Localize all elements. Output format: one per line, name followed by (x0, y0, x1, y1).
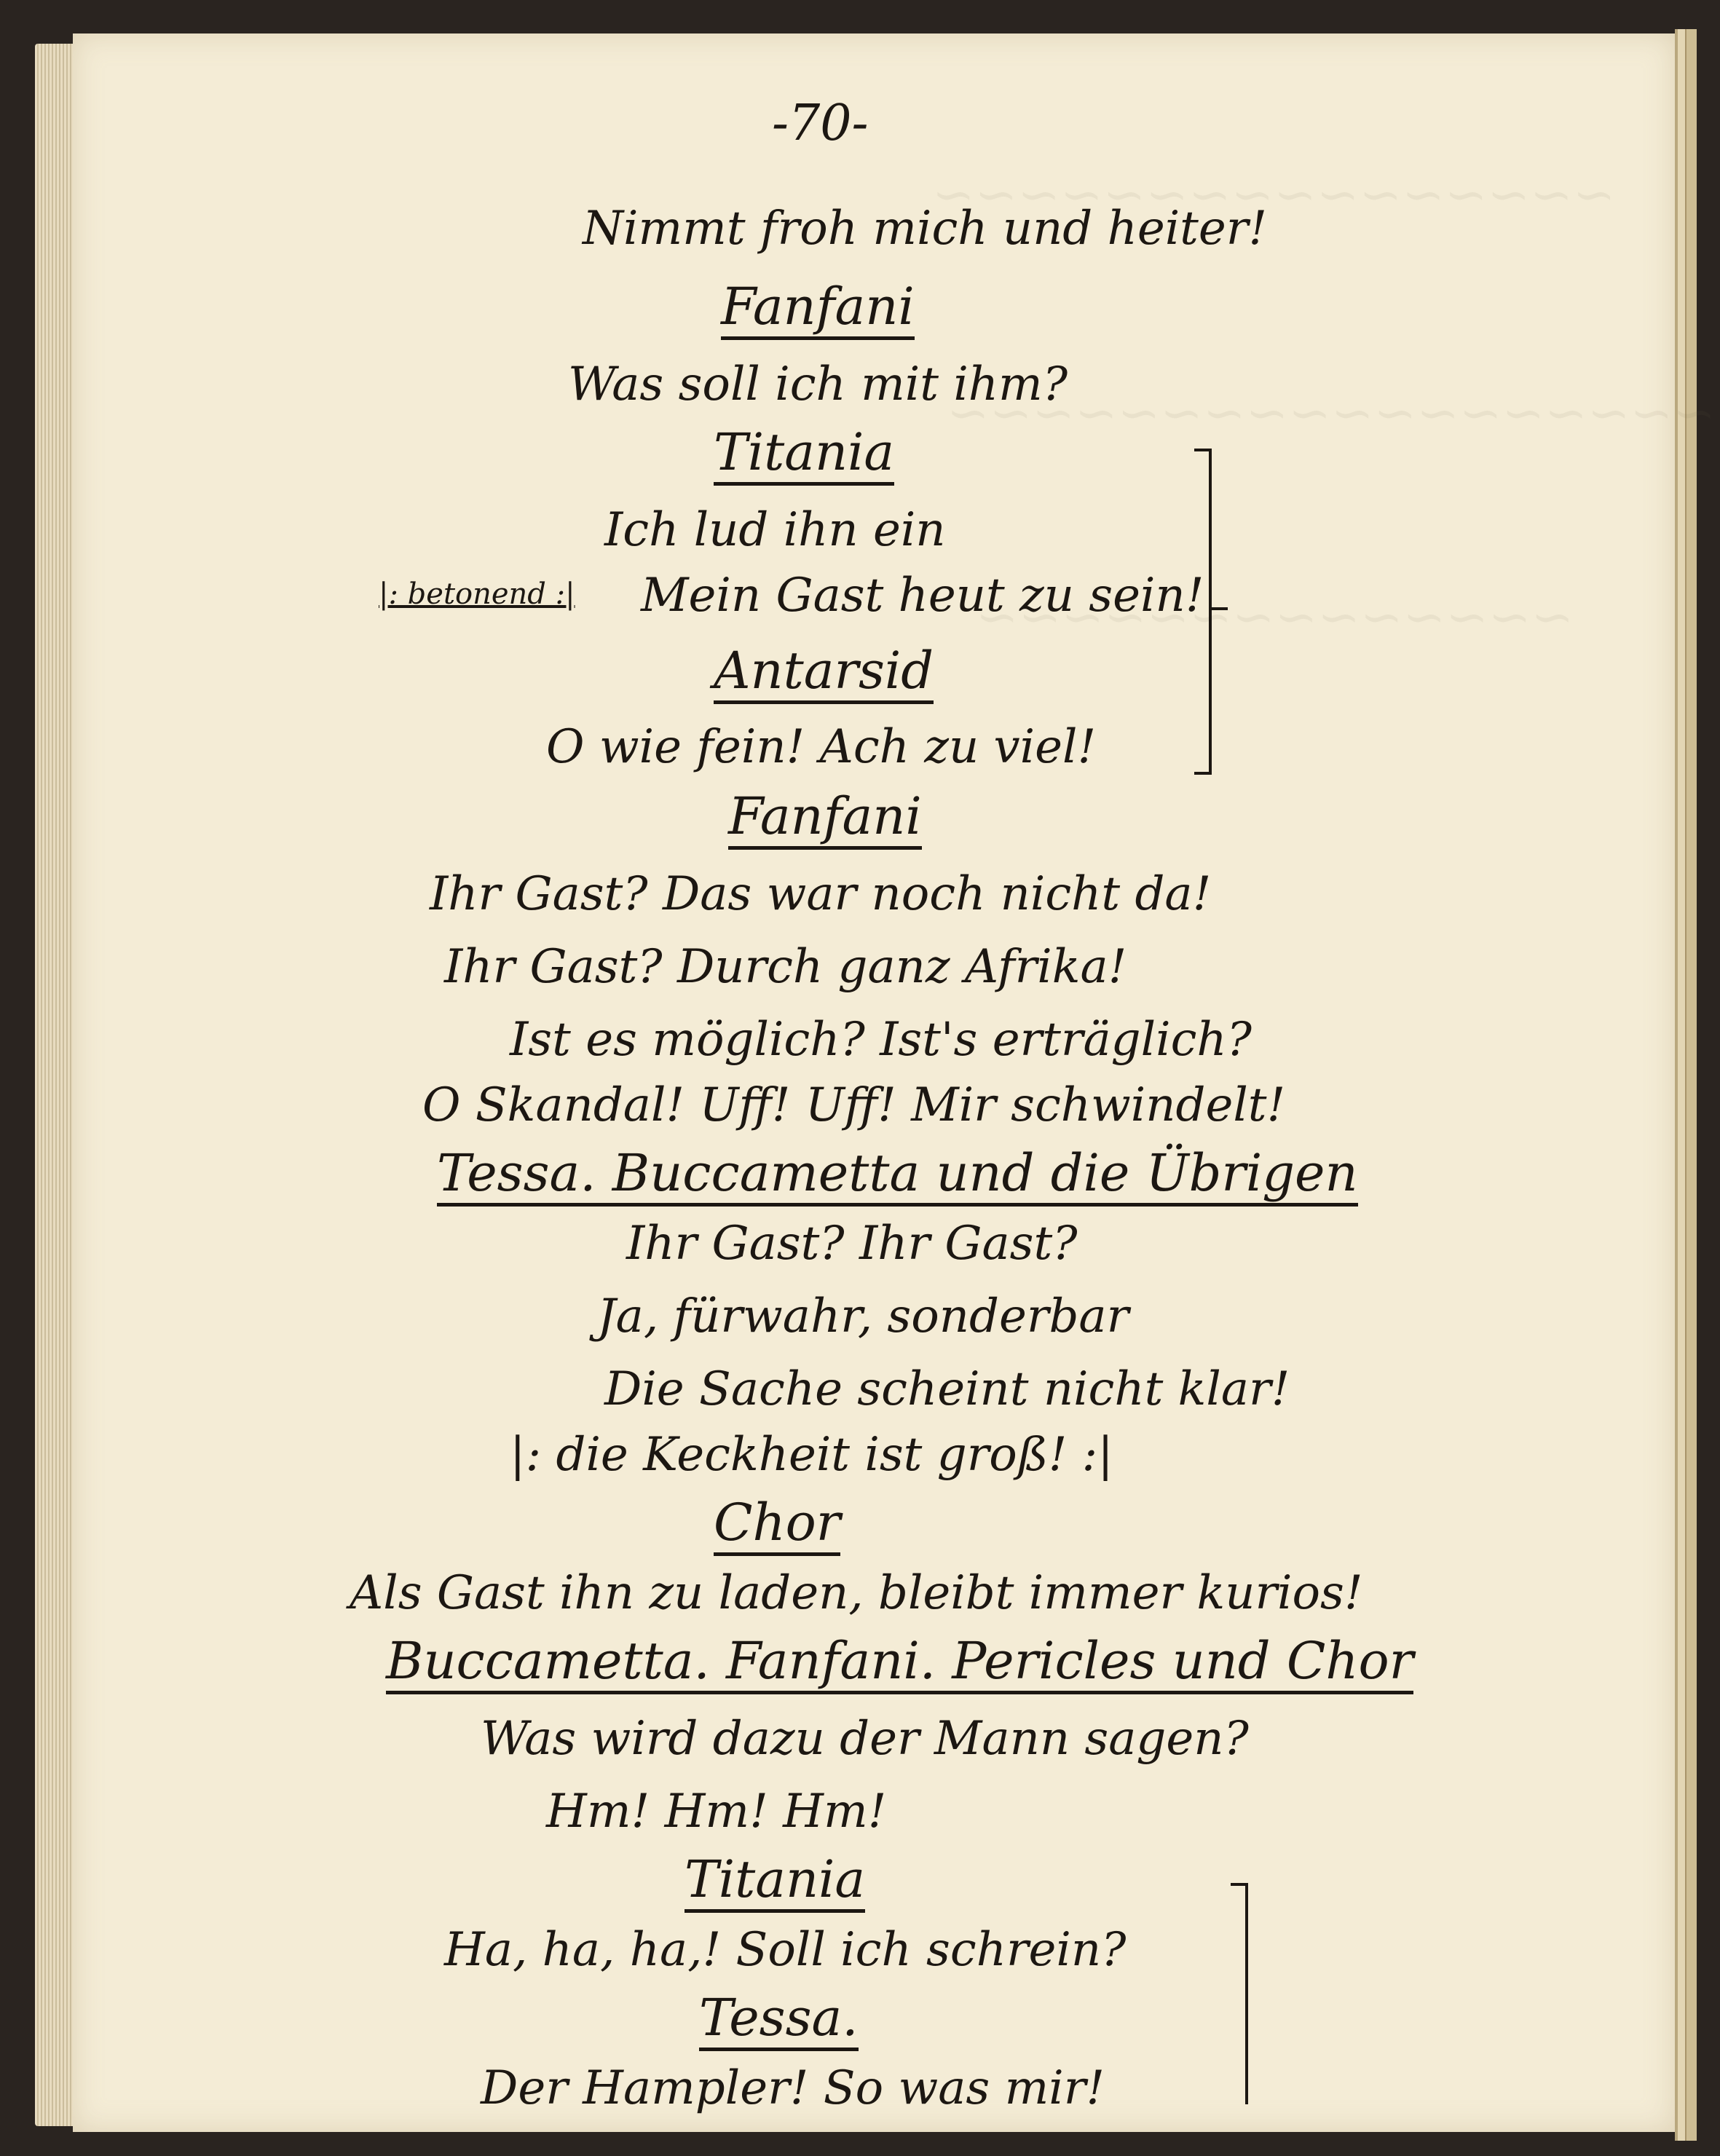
bracket-decoration (1209, 607, 1228, 610)
lyric-line: Der Hampler! So was mir! (481, 2061, 1105, 2115)
page-number: -70- (772, 95, 869, 152)
speaker-heading: Chor (714, 1497, 840, 1556)
lyric-line: Hm! Hm! Hm! (546, 1785, 887, 1839)
speaker-heading: Tessa. (699, 1992, 859, 2051)
speaker-heading: Titania (714, 427, 894, 486)
lyric-line: Ja, fürwahr, sonderbar (597, 1290, 1129, 1343)
lyric-line: Was wird dazu der Mann sagen? (481, 1712, 1249, 1766)
speaker-heading: Tessa. Buccametta und die Übrigen (437, 1148, 1358, 1207)
speaker-heading: Fanfani (721, 281, 915, 340)
speaker-heading: Buccametta. Fanfani. Pericles und Chor (386, 1635, 1413, 1694)
lyric-line: Ihr Gast? Ihr Gast? (626, 1217, 1078, 1271)
bleed-through-decoration: ~~~~~~~~~~~~~~ (976, 587, 1574, 647)
next-page-edge (1675, 29, 1720, 2141)
lyric-line: Ist es möglich? Ist's erträglich? (510, 1013, 1252, 1067)
lyric-line: Mein Gast heut zu sein! (641, 569, 1204, 623)
speaker-heading: Antarsid (714, 645, 934, 704)
lyric-line: Ihr Gast? Durch ganz Afrika! (444, 940, 1127, 994)
stage-direction: |: betonend :| (379, 577, 575, 611)
manuscript-page (73, 33, 1716, 2132)
lyric-line: Als Gast ihn zu laden, bleibt immer kurios! (350, 1566, 1363, 1620)
bleed-through-decoration: ~~~~~~~~~~~~~~~~ (932, 165, 1616, 224)
speaker-heading: Fanfani (728, 791, 922, 850)
lyric-line: O Skandal! Uff! Uff! Mir schwindelt! (422, 1078, 1286, 1132)
lyric-line: Nimmt froh mich und heiter! (583, 202, 1268, 256)
bleed-through-decoration: ~~~~~~~~~~~~~~~~~~ (947, 383, 1716, 443)
lyric-line: O wie fein! Ach zu viel! (546, 720, 1097, 774)
lyric-line: Ha, ha, ha,! Soll ich schrein? (444, 1923, 1127, 1977)
lyric-line: |: die Keckheit ist groß! :| (510, 1428, 1113, 1482)
lyric-line: Was soll ich mit ihm? (568, 358, 1068, 411)
bracket-decoration (1194, 449, 1212, 775)
lyric-line: Ich lud ihn ein (604, 503, 946, 557)
lyric-line: Ihr Gast? Das war noch nicht da! (430, 867, 1212, 921)
lyric-line: Die Sache scheint nicht klar! (604, 1362, 1290, 1416)
speaker-heading: Titania (685, 1854, 865, 1913)
bracket-decoration (1231, 1883, 1248, 2104)
